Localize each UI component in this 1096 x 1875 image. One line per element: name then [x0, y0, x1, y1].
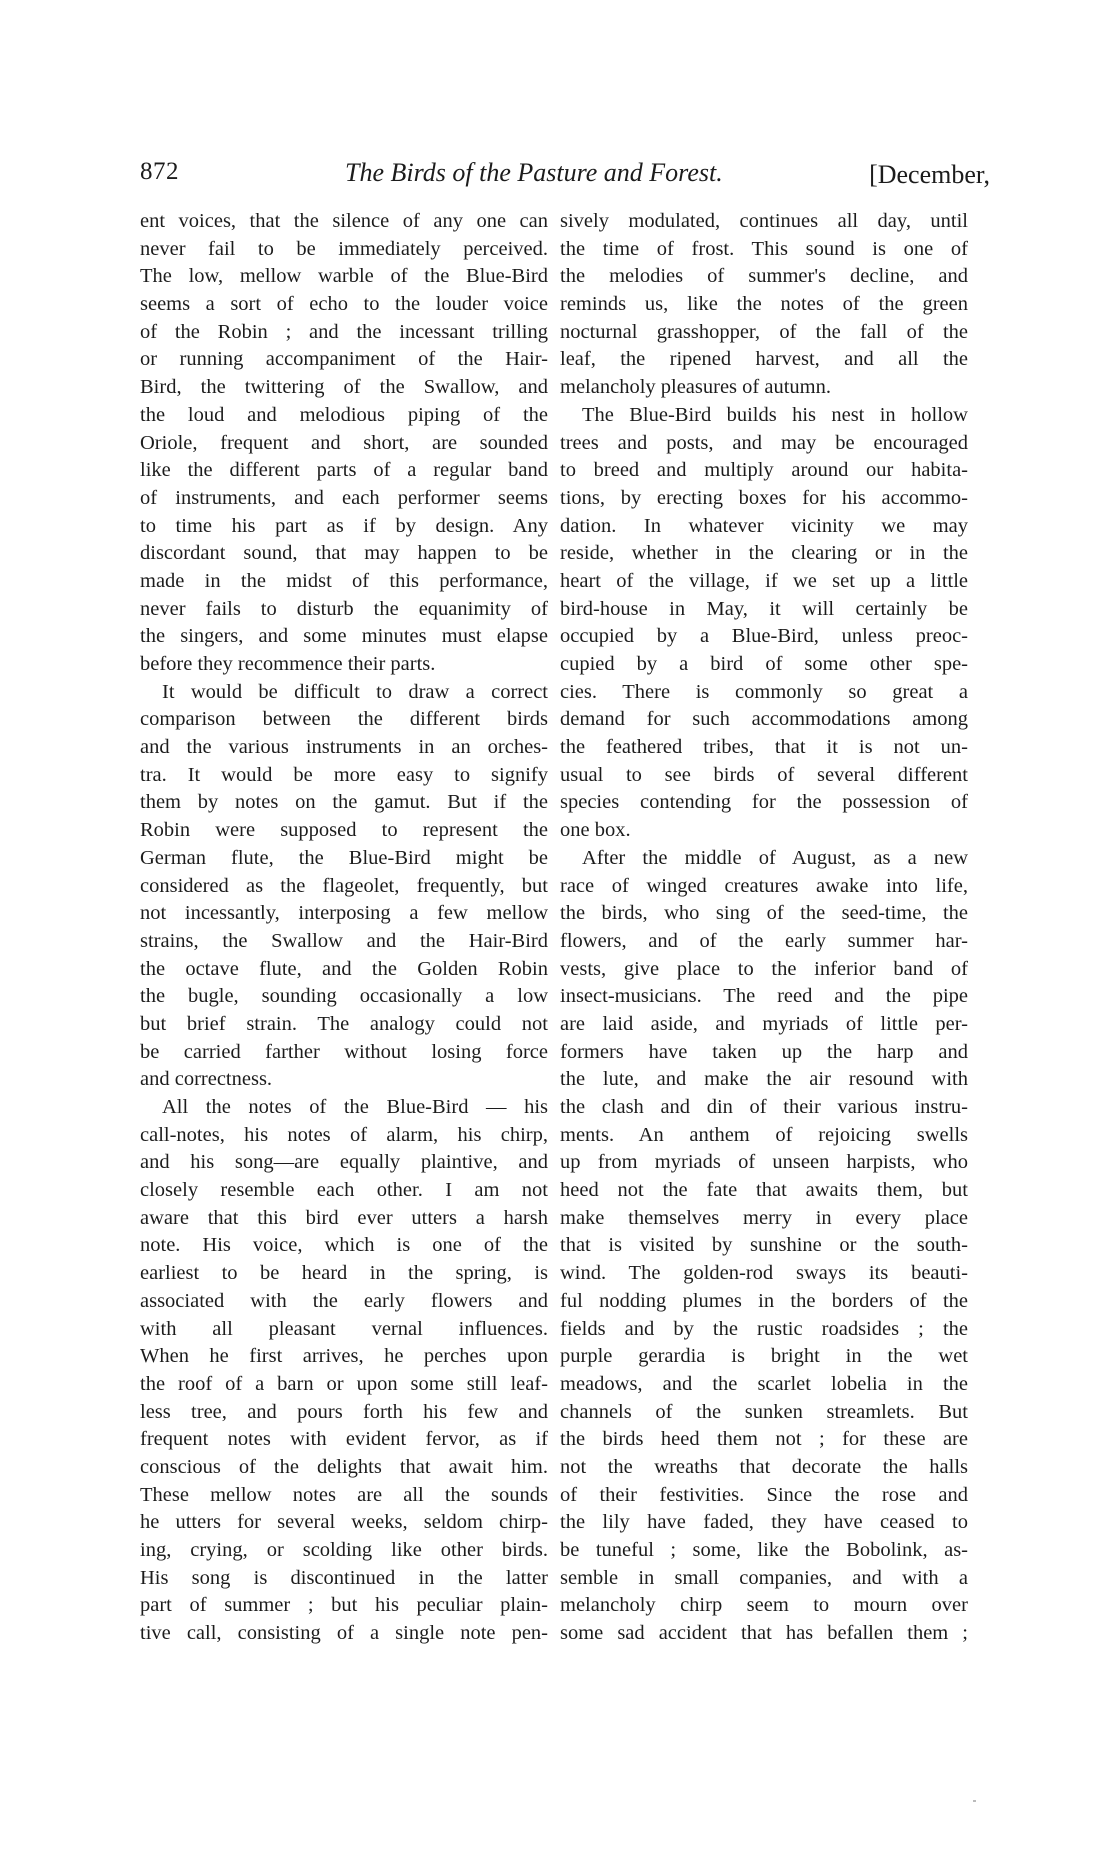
- text-line: melancholy chirp seem to mourn over: [560, 1594, 968, 1617]
- text-line: cupied by a bird of some other spe-: [560, 653, 968, 675]
- text-line: made in the midst of this performance,: [140, 569, 548, 592]
- text-line: These mellow notes are all the sounds: [140, 1483, 548, 1506]
- paragraph-start-line: The Blue-Bird builds his nest in hollow: [582, 403, 968, 426]
- text-line: tions, by erecting boxes for his accommo-: [560, 486, 968, 509]
- text-line: note. His voice, which is one of the: [140, 1234, 548, 1257]
- text-line: the lily have faded, they have ceased to: [560, 1511, 968, 1534]
- text-line: vests, give place to the inferior band of: [560, 957, 968, 980]
- text-line: the birds heed them not ; for these are: [560, 1428, 968, 1451]
- text-line: and correctness.: [140, 1068, 273, 1091]
- text-line: tra. It would be more easy to signify: [140, 763, 548, 786]
- text-line: to time his part as if by design. Any: [140, 514, 548, 537]
- text-line: aware that this bird ever utters a harsh: [140, 1206, 548, 1229]
- text-line: of their festivities. Since the rose and: [560, 1483, 968, 1506]
- text-line: The low, mellow warble of the Blue-Bird: [140, 265, 548, 288]
- text-line: trees and posts, and may be encouraged: [560, 431, 968, 454]
- text-line: German flute, the Blue-Bird might be: [140, 846, 548, 869]
- right-text-column: [560, 208, 968, 1648]
- text-line: he utters for several weeks, seldom chirp-: [140, 1511, 548, 1534]
- text-line: are laid aside, and myriads of little per-: [560, 1012, 968, 1035]
- text-line: flowers, and of the early summer har-: [560, 929, 968, 952]
- paragraph-start-line: It would be difficult to draw a correct: [162, 680, 548, 703]
- text-line: some sad accident that has befallen them ;: [560, 1622, 968, 1645]
- text-line: never fails to disturb the equanimity of: [140, 597, 548, 620]
- text-line: sively modulated, continues all day, until: [560, 210, 968, 232]
- text-line: ing, crying, or scolding like other birds.: [140, 1539, 548, 1561]
- text-line: of the Robin ; and the incessant trilling: [140, 320, 548, 343]
- page-header: [140, 158, 990, 198]
- text-line: up from myriads of unseen harpists, who: [560, 1151, 968, 1174]
- paragraph-start-line: After the middle of August, as a new: [582, 846, 968, 869]
- text-line: insect-musicians. The reed and the pipe: [560, 985, 968, 1008]
- text-line: race of winged creatures awake into life,: [560, 874, 968, 897]
- text-line: purple gerardia is bright in the wet: [560, 1345, 968, 1368]
- text-line: ent voices, that the silence of any one can: [140, 210, 548, 232]
- text-line: reminds us, like the notes of the green: [560, 293, 968, 316]
- text-line: like the different parts of a regular band: [140, 459, 548, 482]
- text-line: discordant sound, that may happen to be: [140, 542, 548, 565]
- text-line: or running accompaniment of the Hair-: [140, 348, 548, 371]
- text-line: species contending for the possession of: [560, 791, 968, 814]
- text-line: with all pleasant vernal influences.: [140, 1317, 548, 1340]
- text-line: less tree, and pours forth his few and: [140, 1400, 548, 1423]
- text-line: formers have taken up the harp and: [560, 1040, 968, 1063]
- text-line: and the various instruments in an orches-: [140, 736, 548, 759]
- text-line: Robin were supposed to represent the: [140, 819, 548, 842]
- text-line: usual to see birds of several different: [560, 763, 968, 786]
- text-line: occupied by a Blue-Bird, unless preoc-: [560, 625, 968, 648]
- text-line: the melodies of summer's decline, and: [560, 265, 968, 288]
- text-line: tive call, consisting of a single note pen-: [140, 1622, 548, 1645]
- text-line: and his song—are equally plaintive, and: [140, 1151, 548, 1174]
- text-line: strains, the Swallow and the Hair-Bird: [140, 929, 548, 952]
- text-line: demand for such accommodations among: [560, 708, 968, 731]
- text-line: them by notes on the gamut. But if the: [140, 791, 548, 814]
- left-text-column: [140, 208, 548, 1648]
- text-line: heed not the fate that awaits them, but: [560, 1179, 968, 1202]
- text-line: Oriole, frequent and short, are sounded: [140, 431, 548, 454]
- text-line: nocturnal grasshopper, of the fall of the: [560, 320, 968, 343]
- text-line: the singers, and some minutes must elapse: [140, 625, 548, 648]
- text-line: channels of the sunken streamlets. But: [560, 1400, 968, 1423]
- text-line: before they recommence their parts.: [140, 653, 436, 675]
- text-line: the bugle, sounding occasionally a low: [140, 985, 548, 1008]
- text-line: earliest to be heard in the spring, is: [140, 1262, 548, 1285]
- text-line: His song is discontinued in the latter: [140, 1566, 548, 1589]
- text-line: call-notes, his notes of alarm, his chirp,: [140, 1123, 548, 1146]
- print-speck: [973, 1800, 976, 1802]
- text-line: fields and by the rustic roadsides ; the: [560, 1317, 968, 1340]
- text-line: associated with the early flowers and: [140, 1289, 548, 1312]
- text-line: leaf, the ripened harvest, and all the: [560, 348, 968, 371]
- text-line: be carried farther without losing force: [140, 1040, 548, 1063]
- text-line: When he first arrives, he perches upon: [140, 1345, 548, 1368]
- text-line: ments. An anthem of rejoicing swells: [560, 1123, 968, 1146]
- text-line: Bird, the twittering of the Swallow, and: [140, 376, 548, 399]
- running-month: [December,: [869, 160, 990, 189]
- text-line: the feathered tribes, that it is not un-: [560, 736, 968, 759]
- text-line: meadows, and the scarlet lobelia in the: [560, 1372, 968, 1395]
- text-line: the time of frost. This sound is one of: [560, 237, 968, 260]
- text-line: comparison between the different birds: [140, 708, 548, 731]
- page-number: 872: [140, 158, 179, 185]
- text-line: one box.: [560, 819, 631, 842]
- text-line: that is visited by sunshine or the south-: [560, 1234, 968, 1257]
- text-line: heart of the village, if we set up a little: [560, 569, 968, 592]
- text-line: wind. The golden-rod sways its beauti-: [560, 1262, 968, 1285]
- text-line: considered as the flageolet, frequently, but: [140, 874, 548, 897]
- text-line: frequent notes with evident fervor, as if: [140, 1428, 548, 1451]
- running-title: The Birds of the Pasture and Forest.: [345, 158, 723, 187]
- text-line: not the wreaths that decorate the halls: [560, 1455, 968, 1478]
- text-line: not incessantly, interposing a few mellow: [140, 902, 548, 925]
- text-line: to breed and multiply around our habita-: [560, 459, 968, 482]
- text-line: the octave flute, and the Golden Robin: [140, 957, 548, 980]
- text-line: the lute, and make the air resound with: [560, 1068, 968, 1091]
- text-line: seems a sort of echo to the louder voice: [140, 293, 548, 316]
- text-line: semble in small companies, and with a: [560, 1566, 968, 1589]
- text-line: never fail to be immediately perceived.: [140, 237, 548, 260]
- text-line: the birds, who sing of the seed-time, the: [560, 902, 968, 925]
- text-line: bird-house in May, it will certainly be: [560, 597, 968, 620]
- text-line: part of summer ; but his peculiar plain-: [140, 1594, 548, 1617]
- text-line: melancholy pleasures of autumn.: [560, 376, 831, 399]
- text-line: of instruments, and each performer seems: [140, 486, 548, 509]
- text-line: but brief strain. The analogy could not: [140, 1012, 548, 1035]
- text-line: make themselves merry in every place: [560, 1206, 968, 1229]
- text-line: closely resemble each other. I am not: [140, 1179, 548, 1202]
- text-line: reside, whether in the clearing or in the: [560, 542, 968, 565]
- text-line: cies. There is commonly so great a: [560, 680, 968, 703]
- text-line: dation. In whatever vicinity we may: [560, 514, 968, 537]
- text-line: conscious of the delights that await him.: [140, 1455, 548, 1478]
- text-line: the clash and din of their various instru-: [560, 1096, 968, 1118]
- text-line: ful nodding plumes in the borders of the: [560, 1289, 968, 1312]
- text-line: be tuneful ; some, like the Bobolink, as-: [560, 1539, 968, 1561]
- text-line: the roof of a barn or upon some still leaf-: [140, 1372, 548, 1395]
- paragraph-start-line: All the notes of the Blue-Bird — his: [162, 1096, 548, 1118]
- text-line: the loud and melodious piping of the: [140, 403, 548, 426]
